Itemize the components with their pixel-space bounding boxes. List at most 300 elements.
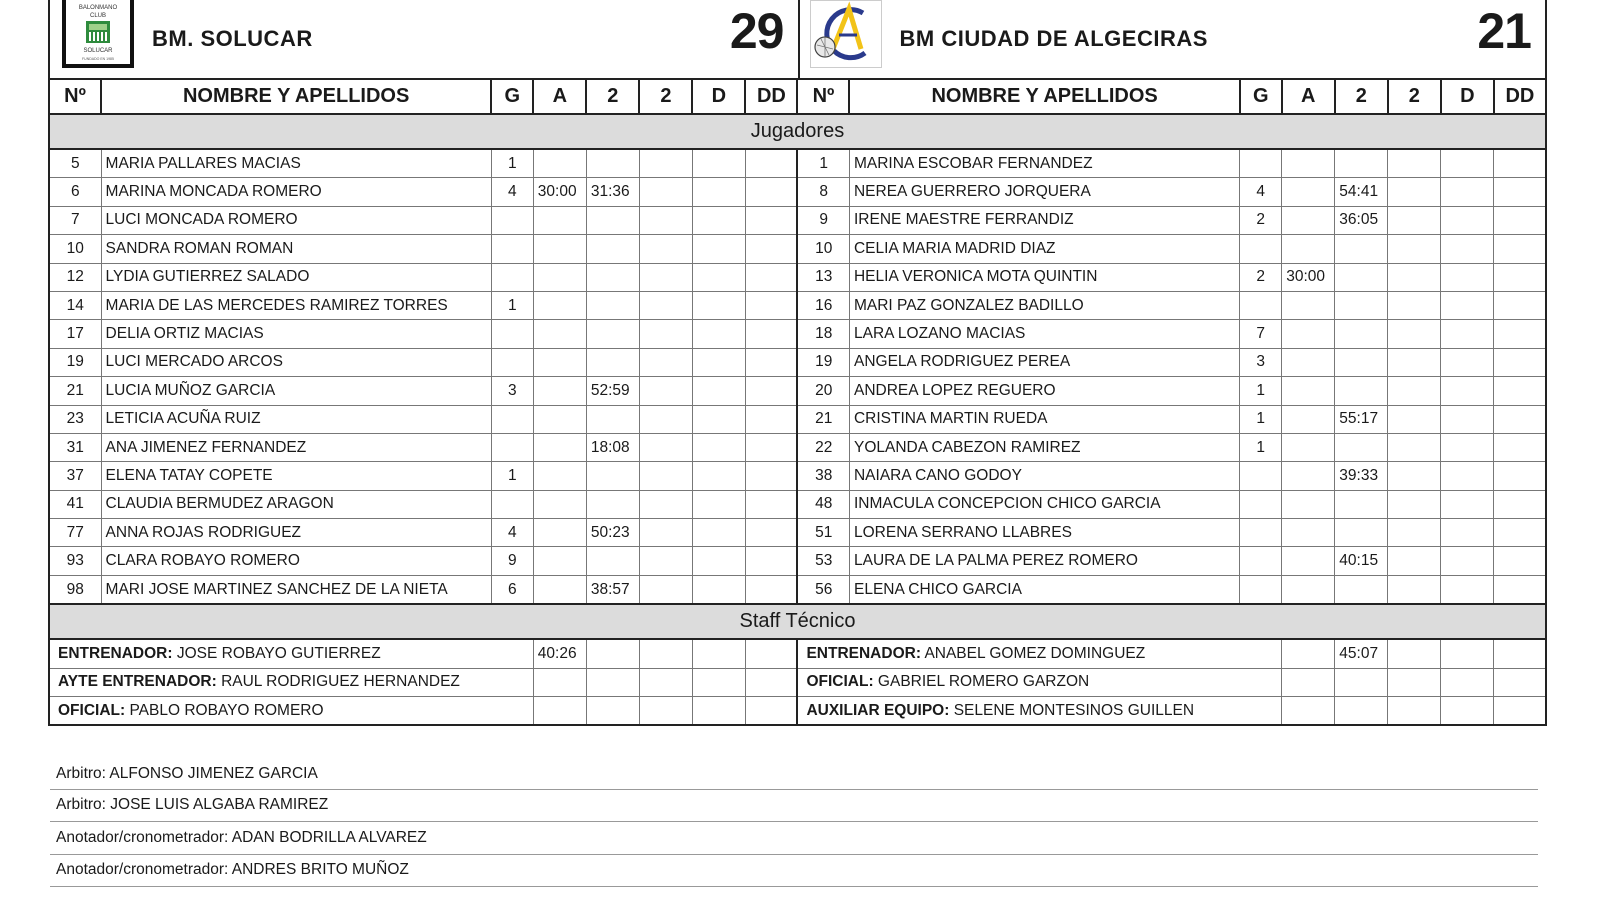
home-player-suspension-1	[586, 405, 639, 433]
away-player-name: ELENA CHICO GARCIA	[849, 575, 1239, 604]
away-player-disqualification-report	[1494, 291, 1546, 319]
home-staff-disqualification	[692, 697, 745, 726]
away-staff-name: GABRIEL ROMERO GARZON	[877, 673, 1090, 691]
col-disqualification: D	[692, 79, 745, 114]
home-player-disqualification	[692, 348, 745, 376]
col-name: NOMBRE Y APELLIDOS	[849, 79, 1239, 114]
away-staff-suspension-1: 45:07	[1335, 639, 1388, 668]
away-player-number: 10	[797, 235, 849, 263]
home-staff-disqualification-report	[745, 639, 797, 668]
away-player-disqualification-report	[1494, 462, 1546, 490]
home-player-warning	[533, 291, 586, 319]
home-player-name: DELIA ORTIZ MACIAS	[101, 320, 491, 348]
player-row	[49, 377, 1546, 405]
teams-header	[48, 0, 1547, 78]
away-player-goals: 2	[1240, 263, 1282, 291]
home-player-disqualification-report	[745, 462, 797, 490]
home-staff-role: AYTE ENTRENADOR:	[58, 673, 217, 691]
home-player-warning	[533, 348, 586, 376]
away-player-suspension-1: 36:05	[1335, 206, 1388, 234]
player-row	[49, 547, 1546, 575]
away-player-disqualification-report	[1494, 149, 1546, 178]
away-player-warning	[1282, 320, 1335, 348]
away-player-suspension-2	[1388, 235, 1441, 263]
away-player-goals	[1240, 235, 1282, 263]
away-player-suspension-1	[1335, 490, 1388, 518]
col-disqualification-report: DD	[1494, 79, 1546, 114]
away-player-name: MARINA ESCOBAR FERNANDEZ	[849, 149, 1239, 178]
away-staff-disqualification	[1441, 668, 1494, 696]
away-player-disqualification	[1441, 291, 1494, 319]
away-player-warning	[1282, 575, 1335, 604]
away-staff-disqualification-report	[1494, 697, 1546, 726]
home-staff-suspension-1	[586, 697, 639, 726]
home-player-warning	[533, 149, 586, 178]
away-staff-warning	[1282, 668, 1335, 696]
home-player-goals	[491, 206, 533, 234]
away-player-suspension-1	[1335, 433, 1388, 461]
home-player-name: ELENA TATAY COPETE	[101, 462, 491, 490]
home-player-disqualification	[692, 149, 745, 178]
home-player-disqualification	[692, 206, 745, 234]
away-player-suspension-2	[1388, 490, 1441, 518]
away-player-number: 53	[797, 547, 849, 575]
away-player-name: LARA LOZANO MACIAS	[849, 320, 1239, 348]
home-player-disqualification-report	[745, 149, 797, 178]
away-player-disqualification	[1441, 235, 1494, 263]
home-player-number: 93	[49, 547, 101, 575]
logo-text-founded: FUNDADO EN 1985	[82, 57, 114, 61]
col-suspension-1: 2	[586, 79, 639, 114]
away-player-suspension-1: 40:15	[1335, 547, 1388, 575]
official-line: Anotador/cronometrador: ANDRES BRITO MUÑOZ	[50, 855, 1538, 888]
player-row	[49, 462, 1546, 490]
away-player-name: CRISTINA MARTIN RUEDA	[849, 405, 1239, 433]
home-player-suspension-1: 31:36	[586, 178, 639, 206]
home-player-suspension-2	[639, 547, 692, 575]
away-player-disqualification-report	[1494, 575, 1546, 604]
away-player-warning	[1282, 405, 1335, 433]
away-player-warning	[1282, 547, 1335, 575]
away-player-warning	[1282, 519, 1335, 547]
col-goals: G	[1240, 79, 1282, 114]
away-player-name: ANDREA LOPEZ REGUERO	[849, 377, 1239, 405]
away-player-number: 48	[797, 490, 849, 518]
away-player-disqualification	[1441, 490, 1494, 518]
away-player-suspension-1	[1335, 235, 1388, 263]
staff-section-title: Staff Técnico	[49, 604, 1546, 639]
home-player-warning: 30:00	[533, 178, 586, 206]
away-player-disqualification	[1441, 547, 1494, 575]
home-player-name: LYDIA GUTIERREZ SALADO	[101, 263, 491, 291]
home-player-name: LUCI MONCADA ROMERO	[101, 206, 491, 234]
home-player-suspension-2	[639, 575, 692, 604]
home-player-goals: 1	[491, 149, 533, 178]
away-player-suspension-2	[1388, 263, 1441, 291]
home-player-suspension-1: 38:57	[586, 575, 639, 604]
logo-text-top: BALONMANO	[78, 5, 118, 11]
away-player-suspension-1	[1335, 519, 1388, 547]
away-player-suspension-2	[1388, 519, 1441, 547]
home-player-goals	[491, 405, 533, 433]
home-staff-name: JOSE ROBAYO GUTIERREZ	[176, 644, 381, 662]
player-row	[49, 291, 1546, 319]
col-number: Nº	[797, 79, 849, 114]
home-player-goals	[491, 490, 533, 518]
away-player-number: 1	[797, 149, 849, 178]
col-suspension-2: 2	[639, 79, 692, 114]
home-player-goals	[491, 235, 533, 263]
home-player-warning	[533, 462, 586, 490]
solucar-logo-icon	[62, 0, 134, 68]
home-player-warning	[533, 320, 586, 348]
home-player-disqualification-report	[745, 377, 797, 405]
home-player-number: 21	[49, 377, 101, 405]
away-player-suspension-1	[1335, 263, 1388, 291]
home-staff-member	[49, 668, 533, 696]
home-player-number: 12	[49, 263, 101, 291]
away-player-suspension-1	[1335, 149, 1388, 178]
home-player-suspension-1	[586, 320, 639, 348]
away-player-number: 20	[797, 377, 849, 405]
away-player-warning	[1282, 490, 1335, 518]
home-player-disqualification-report	[745, 263, 797, 291]
home-player-name: LETICIA ACUÑA RUIZ	[101, 405, 491, 433]
home-staff-disqualification	[692, 639, 745, 668]
home-player-number: 98	[49, 575, 101, 604]
away-player-disqualification-report	[1494, 377, 1546, 405]
home-player-suspension-2	[639, 320, 692, 348]
home-staff-warning	[533, 697, 586, 726]
home-player-disqualification-report	[745, 320, 797, 348]
home-player-name: MARI JOSE MARTINEZ SANCHEZ DE LA NIETA	[101, 575, 491, 604]
away-player-goals	[1240, 519, 1282, 547]
away-player-number: 56	[797, 575, 849, 604]
home-player-number: 77	[49, 519, 101, 547]
away-player-warning	[1282, 433, 1335, 461]
home-player-goals: 4	[491, 519, 533, 547]
home-player-suspension-1	[586, 235, 639, 263]
away-player-number: 16	[797, 291, 849, 319]
home-player-number: 7	[49, 206, 101, 234]
away-staff-disqualification-report	[1494, 668, 1546, 696]
home-player-warning	[533, 377, 586, 405]
col-suspension-2: 2	[1388, 79, 1441, 114]
home-player-suspension-1	[586, 462, 639, 490]
away-player-number: 19	[797, 348, 849, 376]
home-player-suspension-2	[639, 263, 692, 291]
away-player-suspension-2	[1388, 206, 1441, 234]
home-player-suspension-1: 50:23	[586, 519, 639, 547]
away-player-suspension-1: 39:33	[1335, 462, 1388, 490]
home-player-goals: 4	[491, 178, 533, 206]
away-player-suspension-1	[1335, 320, 1388, 348]
away-player-suspension-1: 54:41	[1335, 178, 1388, 206]
away-player-warning	[1282, 377, 1335, 405]
away-staff-member	[797, 668, 1281, 696]
official-line: Anotador/cronometrador: ADAN BODRILLA ALVAREZ	[50, 822, 1538, 855]
away-player-goals	[1240, 291, 1282, 319]
away-player-disqualification	[1441, 149, 1494, 178]
home-player-disqualification-report	[745, 547, 797, 575]
home-player-disqualification	[692, 490, 745, 518]
away-player-number: 21	[797, 405, 849, 433]
away-score: 21	[1477, 3, 1531, 59]
home-player-disqualification	[692, 433, 745, 461]
col-disqualification-report: DD	[745, 79, 797, 114]
home-staff-warning	[533, 668, 586, 696]
home-player-number: 31	[49, 433, 101, 461]
home-staff-role: ENTRENADOR:	[58, 644, 173, 662]
home-player-goals: 9	[491, 547, 533, 575]
away-player-suspension-2	[1388, 178, 1441, 206]
home-player-warning	[533, 519, 586, 547]
col-warning: A	[533, 79, 586, 114]
away-player-disqualification-report	[1494, 348, 1546, 376]
players-section-row	[49, 114, 1546, 149]
home-team-header	[50, 0, 798, 78]
home-player-suspension-1	[586, 263, 639, 291]
logo-text-name: SOLUCAR	[83, 48, 113, 54]
away-player-goals	[1240, 149, 1282, 178]
home-staff-disqualification-report	[745, 697, 797, 726]
player-row	[49, 263, 1546, 291]
home-player-disqualification	[692, 519, 745, 547]
away-player-name: IRENE MAESTRE FERRANDIZ	[849, 206, 1239, 234]
home-player-suspension-2	[639, 348, 692, 376]
away-player-suspension-2	[1388, 348, 1441, 376]
away-player-number: 18	[797, 320, 849, 348]
home-player-disqualification	[692, 291, 745, 319]
home-player-name: MARIA PALLARES MACIAS	[101, 149, 491, 178]
away-player-warning: 30:00	[1282, 263, 1335, 291]
away-player-name: YOLANDA CABEZON RAMIREZ	[849, 433, 1239, 461]
away-player-name: ANGELA RODRIGUEZ PEREA	[849, 348, 1239, 376]
away-staff-disqualification	[1441, 697, 1494, 726]
home-player-name: MARINA MONCADA ROMERO	[101, 178, 491, 206]
home-player-disqualification-report	[745, 575, 797, 604]
away-player-disqualification	[1441, 206, 1494, 234]
home-player-suspension-1: 52:59	[586, 377, 639, 405]
home-player-number: 37	[49, 462, 101, 490]
home-player-suspension-2	[639, 405, 692, 433]
away-player-warning	[1282, 149, 1335, 178]
home-player-disqualification	[692, 178, 745, 206]
away-player-suspension-2	[1388, 433, 1441, 461]
col-name: NOMBRE Y APELLIDOS	[101, 79, 491, 114]
home-player-disqualification	[692, 405, 745, 433]
away-staff-suspension-2	[1388, 639, 1441, 668]
away-player-suspension-1	[1335, 348, 1388, 376]
away-player-warning	[1282, 206, 1335, 234]
column-header-row	[49, 79, 1546, 114]
home-player-suspension-2	[639, 206, 692, 234]
staff-row	[49, 639, 1546, 668]
away-staff-disqualification-report	[1494, 639, 1546, 668]
away-player-disqualification-report	[1494, 263, 1546, 291]
home-player-suspension-2	[639, 462, 692, 490]
home-player-disqualification	[692, 377, 745, 405]
player-row	[49, 235, 1546, 263]
away-player-goals	[1240, 490, 1282, 518]
col-goals: G	[491, 79, 533, 114]
away-player-name: NAIARA CANO GODOY	[849, 462, 1239, 490]
away-player-suspension-2	[1388, 405, 1441, 433]
home-player-warning	[533, 263, 586, 291]
away-player-number: 13	[797, 263, 849, 291]
home-player-suspension-2	[639, 519, 692, 547]
away-player-disqualification	[1441, 178, 1494, 206]
away-team-header	[798, 0, 1546, 78]
official-line: Arbitro: ALFONSO JIMENEZ GARCIA	[50, 757, 1538, 790]
away-player-suspension-1	[1335, 575, 1388, 604]
away-staff-suspension-1	[1335, 668, 1388, 696]
home-player-number: 19	[49, 348, 101, 376]
home-player-suspension-1	[586, 149, 639, 178]
player-row	[49, 433, 1546, 461]
home-player-suspension-2	[639, 149, 692, 178]
home-player-warning	[533, 206, 586, 234]
away-player-goals	[1240, 575, 1282, 604]
home-player-disqualification	[692, 547, 745, 575]
home-player-name: CLARA ROBAYO ROMERO	[101, 547, 491, 575]
away-player-name: MARI PAZ GONZALEZ BADILLO	[849, 291, 1239, 319]
players-section-title: Jugadores	[49, 114, 1546, 149]
staff-row	[49, 697, 1546, 726]
away-player-disqualification	[1441, 377, 1494, 405]
away-player-disqualification	[1441, 263, 1494, 291]
player-row	[49, 575, 1546, 604]
home-player-suspension-2	[639, 490, 692, 518]
home-staff-suspension-2	[639, 697, 692, 726]
home-player-suspension-2	[639, 433, 692, 461]
away-staff-warning	[1282, 639, 1335, 668]
away-staff-role: AUXILIAR EQUIPO:	[806, 701, 950, 719]
home-player-suspension-1	[586, 490, 639, 518]
away-player-suspension-1: 55:17	[1335, 405, 1388, 433]
home-player-disqualification-report	[745, 348, 797, 376]
away-player-suspension-1	[1335, 291, 1388, 319]
staff-section-row	[49, 604, 1546, 639]
away-player-suspension-2	[1388, 149, 1441, 178]
home-player-name: SANDRA ROMAN ROMAN	[101, 235, 491, 263]
away-player-warning	[1282, 348, 1335, 376]
official-line: Arbitro: JOSE LUIS ALGABA RAMIREZ	[50, 790, 1538, 823]
away-staff-role: OFICIAL:	[806, 673, 874, 691]
home-score: 29	[729, 3, 784, 59]
home-player-suspension-2	[639, 235, 692, 263]
away-player-number: 38	[797, 462, 849, 490]
away-player-disqualification-report	[1494, 405, 1546, 433]
away-player-suspension-1	[1335, 377, 1388, 405]
home-player-name: LUCI MERCADO ARCOS	[101, 348, 491, 376]
home-player-goals: 3	[491, 377, 533, 405]
home-player-warning	[533, 433, 586, 461]
staff-row	[49, 668, 1546, 696]
away-player-goals: 1	[1240, 433, 1282, 461]
away-player-name: CELIA MARIA MADRID DIAZ	[849, 235, 1239, 263]
away-player-suspension-2	[1388, 547, 1441, 575]
home-player-name: ANA JIMENEZ FERNANDEZ	[101, 433, 491, 461]
away-player-goals: 1	[1240, 377, 1282, 405]
home-player-name: MARIA DE LAS MERCEDES RAMIREZ TORRES	[101, 291, 491, 319]
home-staff-disqualification	[692, 668, 745, 696]
home-player-number: 6	[49, 178, 101, 206]
match-sheet	[48, 0, 1547, 726]
home-player-name: CLAUDIA BERMUDEZ ARAGON	[101, 490, 491, 518]
player-row	[49, 490, 1546, 518]
home-staff-name: RAUL RODRIGUEZ HERNANDEZ	[221, 673, 460, 691]
home-player-number: 23	[49, 405, 101, 433]
away-player-warning	[1282, 178, 1335, 206]
home-player-suspension-2	[639, 178, 692, 206]
away-staff-disqualification	[1441, 639, 1494, 668]
away-player-disqualification-report	[1494, 433, 1546, 461]
home-player-number: 14	[49, 291, 101, 319]
away-player-goals	[1240, 547, 1282, 575]
home-player-number: 10	[49, 235, 101, 263]
player-row	[49, 206, 1546, 234]
home-player-disqualification-report	[745, 206, 797, 234]
away-player-disqualification-report	[1494, 235, 1546, 263]
away-player-disqualification	[1441, 462, 1494, 490]
away-staff-name: ANABEL GOMEZ DOMINGUEZ	[924, 644, 1146, 662]
home-player-goals	[491, 320, 533, 348]
home-player-goals: 1	[491, 291, 533, 319]
home-player-suspension-1	[586, 206, 639, 234]
home-player-suspension-1: 18:08	[586, 433, 639, 461]
away-player-warning	[1282, 291, 1335, 319]
away-player-name: HELIA VERONICA MOTA QUINTIN	[849, 263, 1239, 291]
home-player-disqualification	[692, 235, 745, 263]
home-player-goals: 1	[491, 462, 533, 490]
away-player-goals: 1	[1240, 405, 1282, 433]
away-player-suspension-2	[1388, 291, 1441, 319]
away-staff-member	[797, 697, 1281, 726]
home-staff-suspension-2	[639, 668, 692, 696]
home-player-disqualification	[692, 575, 745, 604]
away-staff-name: SELENE MONTESINOS GUILLEN	[953, 701, 1195, 719]
home-player-goals	[491, 263, 533, 291]
home-player-warning	[533, 490, 586, 518]
away-player-disqualification-report	[1494, 178, 1546, 206]
home-staff-disqualification-report	[745, 668, 797, 696]
away-player-disqualification	[1441, 348, 1494, 376]
away-player-disqualification	[1441, 320, 1494, 348]
player-row	[49, 320, 1546, 348]
away-player-disqualification	[1441, 575, 1494, 604]
home-player-disqualification-report	[745, 178, 797, 206]
away-staff-suspension-2	[1388, 697, 1441, 726]
away-player-name: LORENA SERRANO LLABRES	[849, 519, 1239, 547]
away-player-disqualification-report	[1494, 206, 1546, 234]
home-player-suspension-2	[639, 377, 692, 405]
home-staff-member	[49, 697, 533, 726]
away-staff-suspension-2	[1388, 668, 1441, 696]
away-player-goals: 7	[1240, 320, 1282, 348]
col-suspension-1: 2	[1335, 79, 1388, 114]
home-player-disqualification-report	[745, 405, 797, 433]
away-player-name: INMACULA CONCEPCION CHICO GARCIA	[849, 490, 1239, 518]
away-player-disqualification	[1441, 519, 1494, 547]
home-player-suspension-1	[586, 547, 639, 575]
away-player-suspension-2	[1388, 575, 1441, 604]
home-player-number: 41	[49, 490, 101, 518]
away-player-number: 22	[797, 433, 849, 461]
home-player-suspension-1	[586, 291, 639, 319]
home-player-number: 5	[49, 149, 101, 178]
player-row	[49, 348, 1546, 376]
